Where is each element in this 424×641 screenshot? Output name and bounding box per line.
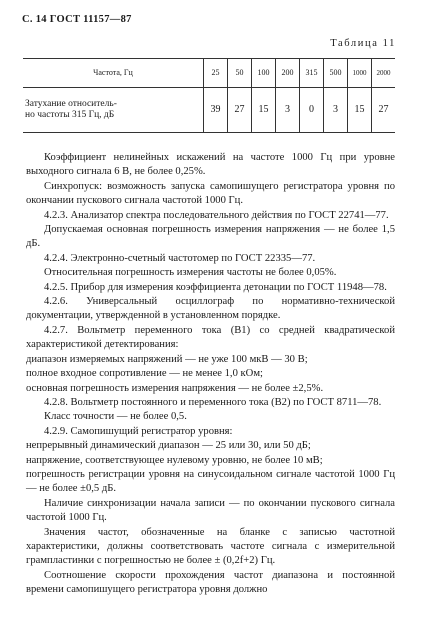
page-header: С. 14 ГОСТ 11157—87 — [22, 14, 132, 25]
value-cell: 15 — [348, 88, 372, 133]
value-cell: 15 — [252, 88, 276, 133]
table-value-row — [23, 88, 395, 133]
frequency-table — [23, 58, 395, 133]
freq-cell: 25 — [204, 59, 228, 88]
value-cell: 3 — [276, 88, 300, 133]
body-text — [26, 151, 395, 598]
paragraph: Соотношение скорости прохождения частот диапазона и постоянной времени самопишущего регистратора уровня должно — [26, 569, 395, 596]
paragraph: 4.2.6. Универсальный осциллограф по нормативно-технической документации, утвержденной в установленном порядке. — [26, 296, 395, 322]
paragraph: Класс точности — не более 0,5. — [44, 411, 187, 423]
paragraph: Значения частот, обозначенные на бланке с записью частотной характеристики, должны соответствовать частоте сигнала с измерительной грампластинки с погрешностью не более ± (0,2f+2) Гц. — [26, 526, 395, 567]
freq-cell: 100 — [252, 59, 276, 88]
paragraph: 4.2.4. Электронно-счетный частотомер по ГОСТ 22335—77. — [44, 252, 316, 264]
paragraph: напряжение, соответствующее нулевому уровню, не более 10 мВ; — [26, 454, 323, 466]
value-cell: 0 — [300, 88, 324, 133]
paragraph: диапазон измеряемых напряжений — не уже 100 мкВ — 30 В; — [26, 353, 308, 365]
row-label-line: но частоты 315 Гц, дБ — [25, 110, 115, 120]
value-cell: 27 — [228, 88, 252, 133]
paragraph: 4.2.3. Анализатор спектра последовательного действия по ГОСТ 22741—77. — [44, 209, 389, 221]
paragraph: полное входное сопротивление — не менее 1,0 кОм; — [26, 368, 263, 380]
freq-cell: 2000 — [372, 59, 396, 88]
row-label-line: Затухание относитель- — [25, 99, 117, 109]
paragraph: 4.2.7. Вольтметр переменного тока (В1) со средней квадратической характеристикой детектирования: — [26, 324, 395, 351]
paragraph: Допускаемая основная погрешность измерения напряжения — не более 1,5 дБ. — [26, 224, 395, 250]
freq-cell: 1000 — [348, 59, 372, 88]
paragraph: 4.2.8. Вольтметр постоянного и переменного тока (В2) по ГОСТ 8711—78. — [44, 396, 382, 408]
paragraph: погрешность регистрации уровня на синусоидальном сигнале частотой 1000 Гц — не более ±0,5 дБ. — [26, 468, 395, 495]
paragraph: Синхропуск: возможность запуска самопишущего регистратора уровня по окончании пускового сигнала частотой 1000 Гц. — [26, 180, 395, 207]
value-cell: 27 — [372, 88, 396, 133]
paragraph: Относительная погрешность измерения частоты не более 0,05%. — [44, 267, 337, 279]
value-cell: 39 — [204, 88, 228, 133]
paragraph: Наличие синхронизации начала записи — по окончании пускового сигнала частотой 1000 Гц. — [26, 497, 395, 524]
freq-cell: 500 — [324, 59, 348, 88]
table-header-row — [23, 59, 395, 88]
paragraph: 4.2.9. Самопишущий регистратор уровня: — [44, 425, 233, 437]
freq-cell: 50 — [228, 59, 252, 88]
paragraph: непрерывный динамический диапазон — 25 или 30, или 50 дБ; — [26, 440, 311, 452]
header-label: Частота, Гц — [23, 59, 204, 88]
value-cell: 3 — [324, 88, 348, 133]
freq-cell: 200 — [276, 59, 300, 88]
table-caption: Таблица 11 — [330, 38, 396, 49]
paragraph: 4.2.5. Прибор для измерения коэффициента детонации по ГОСТ 11948—78. — [44, 281, 387, 293]
freq-cell: 315 — [300, 59, 324, 88]
paragraph: основная погрешность измерения напряжения — не более ±2,5%. — [26, 382, 324, 394]
row-label — [23, 88, 204, 133]
paragraph: Коэффициент нелинейных искажений на частоте 1000 Гц при уровне выходного сигнала 6 В, не более 0,25%. — [26, 152, 395, 178]
